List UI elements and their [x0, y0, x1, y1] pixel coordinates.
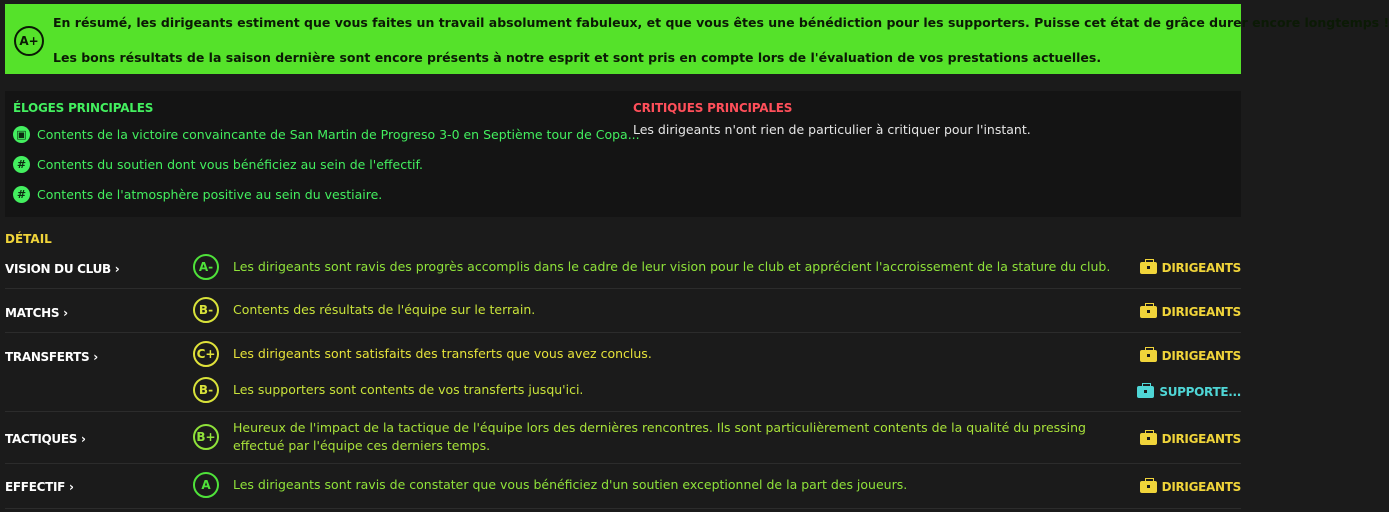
praise-item[interactable]: [13, 154, 423, 174]
praise-text: Contents de la victoire convaincante de San Martin de Progreso 3-0 en Septième tour de Copa...: [37, 126, 640, 142]
category-link-transfers[interactable]: TRANSFERTS ›: [5, 350, 98, 364]
briefcase-icon: [1140, 350, 1157, 362]
praise-text: Contents du soutien dont vous bénéficiez au sein de l'effectif.: [37, 156, 423, 172]
source-board[interactable]: DIRIGEANTS: [1140, 432, 1241, 446]
overall-summary-banner: [5, 4, 1389, 74]
summary-note: Les bons résultats de la saison dernière sont encore présents à notre esprit et sont pris en compte lors de l'évaluation de vos prestations actuelles.: [53, 50, 1102, 65]
category-link-club-vision[interactable]: VISION DU CLUB ›: [5, 262, 120, 276]
praise-title: ÉLOGES PRINCIPALES: [13, 101, 154, 115]
praise-item[interactable]: [13, 124, 640, 144]
detail-row-matches: [5, 289, 1241, 333]
source-board[interactable]: DIRIGEANTS: [1140, 349, 1241, 363]
chevron-right-icon: ›: [68, 480, 74, 494]
grade-badge: C+: [193, 341, 219, 367]
overall-grade-badge: A+: [14, 26, 44, 56]
chevron-right-icon: ›: [63, 306, 68, 320]
category-link-matches[interactable]: MATCHS ›: [5, 306, 68, 320]
briefcase-icon: [1140, 262, 1157, 274]
trophy-icon: ▣: [13, 126, 30, 143]
briefcase-icon: [1140, 481, 1157, 493]
briefcase-icon: [1140, 433, 1157, 445]
grade-badge: A-: [193, 254, 219, 280]
row-text: Contents des résultats de l'équipe sur le terrain.: [233, 302, 536, 317]
chevron-right-icon: ›: [80, 432, 86, 446]
grade-badge: B+: [193, 424, 219, 450]
squad-icon: #: [13, 156, 30, 173]
detail-row-transfers: [5, 333, 1241, 412]
detail-row-tactics: [5, 412, 1241, 464]
category-link-tactics[interactable]: TACTIQUES ›: [5, 432, 86, 446]
detail-title: DÉTAIL: [5, 232, 52, 246]
grade-badge: A: [193, 472, 219, 498]
detail-row-club-vision: [5, 250, 1241, 289]
summary-text: En résumé, les dirigeants estiment que vous faites un travail absolument fabuleux, et que vous êtes une bénédiction pour les supporters. Puisse cet état de grâce durer encore longtemps !: [53, 15, 1389, 30]
praise-text: Contents de l'atmosphère positive au sein du vestiaire.: [37, 186, 383, 202]
grade-badge: B-: [193, 297, 219, 323]
row-text: Les dirigeants sont satisfaits des transferts que vous avez conclus.: [233, 346, 652, 361]
briefcase-icon: [1140, 306, 1157, 318]
criticism-title: CRITIQUES PRINCIPALES: [633, 101, 793, 115]
grade-badge-fans: B-: [193, 377, 219, 403]
source-board[interactable]: DIRIGEANTS: [1140, 480, 1241, 494]
row-text: Les dirigeants sont ravis de constater que vous bénéficiez d'un soutien exceptionnel de la part des joueurs.: [233, 477, 908, 492]
praise-criticism-panel: [5, 91, 1241, 217]
category-link-squad[interactable]: EFFECTIF ›: [5, 480, 74, 494]
briefcase-icon: [1137, 386, 1154, 398]
row-text-fans: Les supporters sont contents de vos transferts jusqu'ici.: [233, 382, 584, 397]
source-board[interactable]: DIRIGEANTS: [1140, 305, 1241, 319]
criticism-text: Les dirigeants n'ont rien de particulier à critiquer pour l'instant.: [633, 122, 1031, 137]
source-board[interactable]: DIRIGEANTS: [1140, 261, 1241, 275]
praise-item[interactable]: [13, 184, 382, 204]
squad-icon: #: [13, 186, 30, 203]
row-text: Heureux de l'impact de la tactique de l'équipe lors des dernières rencontres. Ils sont particulièrement contents de la qualité du pressing effectué par l'équipe ces derniers temps.: [233, 420, 1086, 453]
row-text: Les dirigeants sont ravis des progrès accomplis dans le cadre de leur vision pour le club et apprécient l'accroissement de la stature du club.: [233, 259, 1111, 274]
chevron-right-icon: ›: [114, 262, 120, 276]
chevron-right-icon: ›: [93, 350, 98, 364]
detail-row-squad: [5, 464, 1241, 509]
source-fans[interactable]: SUPPORTE...: [1137, 385, 1241, 399]
